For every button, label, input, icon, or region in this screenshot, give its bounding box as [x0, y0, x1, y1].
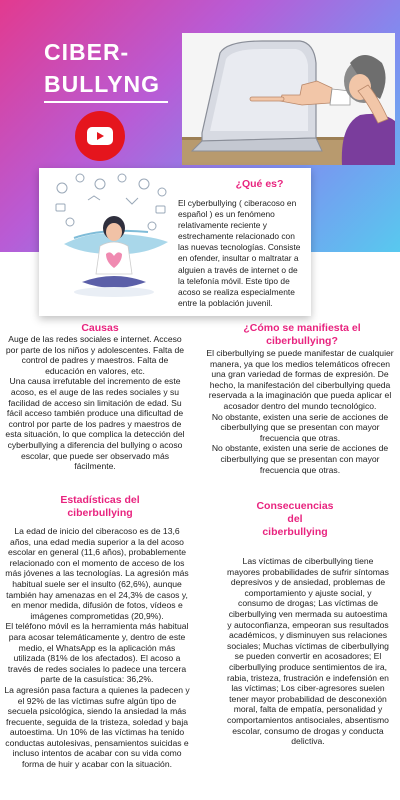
meditating-girl-illustration	[52, 170, 174, 300]
consecuencias-heading	[220, 500, 370, 539]
consecuencias-body: Las víctimas de ciberbullying tiene mayores probabilidades de sufrir síntomas depresivos y de ansiedad, problemas de comportamiento y ajuste social, y consumo de drogas; Las víctimas de ciberbullying ven mermada su autoestima y autoconfianza, empeoran sus resultados académicos, y disminuyen sus relaciones sociales; Muchas víctimas de ciberbullying se pueden convertir en acosadores; El ciberbullying produce sentimientos de ira, rabia, tristeza, frustración e indefensión en las víctimas; Los ciber-agresores suelen tener mayor probabilidad de desconexión moral, falta de empatía, personalidad y comportamientos antisociales, absentismo escolar, consumo de drogas y conducta delictiva.	[227, 556, 389, 747]
estadisticas-paragraph: La edad de inicio del ciberacoso es de 13,6 años, una edad media superior a la del acoso escolar en general (11,6 años), probablemente relacionado con el momento de acceso de los más jóvenes a las tecnologías. La agresión más habitual suele ser el insulto (62,6%), aunque también hay amenazas en el 24,3% de casos y, en menor medida, difusión de fotos, vídeos e imágenes comprometidas (20,9%).	[5, 526, 189, 621]
title-line-2: BULLYNG	[44, 71, 161, 97]
meditating-girl-icon	[52, 170, 174, 300]
causas-body	[2, 334, 188, 472]
estadisticas-heading	[10, 494, 190, 520]
causas-paragraph: Una causa irrefutable del incremento de este acoso, es el auge de las redes sociales y su facilidad de acceso sin limitación de edad. Su fácil acceso también produce una dificultad de control por parte de los padres y maestros de esta situación, lo que complica la detección del cyberbullying a diferencia del bullying o acoso escolar, que puede ser observado más fácilmente.	[5, 376, 185, 472]
cyberbullying-photo	[182, 33, 395, 165]
page-title	[44, 36, 169, 100]
estadisticas-body	[4, 526, 190, 770]
manifiesta-heading	[206, 322, 398, 348]
consecuencias-heading-line-2: del	[287, 513, 303, 525]
estadisticas-heading-line-2: ciberbullying	[67, 507, 133, 519]
crying-woman-computer-illustration	[182, 33, 395, 165]
title-underline	[44, 101, 168, 103]
title-line-1: CIBER-	[44, 39, 130, 65]
manifiesta-paragraph: El ciberbullying se puede manifestar de cualquier manera, ya que los medios telemáticos ofrecen una gran variedad de formas de expresión. De hecho, la manifestación del ciberbullying queda reservada a la imaginación que pueda aplicar el acosador dentro del mundo tecnológico.	[206, 348, 394, 411]
manifiesta-heading-line-2: ciberbullying?	[266, 335, 338, 347]
estadisticas-paragraph: La agresión pasa factura a quienes la padecen y el 92% de las víctimas sufre algún tipo de secuela psicológica, siendo la ansiedad la más frecuente, seguida de la tristeza, soledad y baja autoestima. Un 10% de las víctimas ha tenido conductas autolesivas, pensamientos suicidas e incluso intentos de acabar con su vida como forma de huir y acabar con la situación.	[4, 684, 190, 770]
youtube-rect	[87, 127, 113, 145]
manifiesta-body	[202, 348, 398, 475]
manifiesta-paragraph: No obstante, existen una serie de acciones de ciberbullying que se presentan con mayor frecuencia que otras.	[211, 443, 389, 475]
youtube-play-icon[interactable]	[75, 111, 125, 161]
estadisticas-paragraph: El teléfono móvil es la herramienta más habitual para acosar telemáticamente y, dentro de este medio, el WhatsApp es la aplicación más utilizada (81% de los afectados). El acoso a través de redes sociales lo padece una tercera parte de la casuística: 36,2%.	[5, 621, 189, 685]
causas-heading: Causas	[81, 322, 119, 334]
intro-heading: ¿Qué es?	[235, 178, 284, 190]
manifiesta-paragraph: No obstante, existen una serie de acciones de ciberbullying que se presentan con mayor frecuencia que otras.	[211, 411, 389, 443]
intro-text: El cyberbullying ( ciberacoso en español ) es un fenómeno relativamente reciente y estrechamente relacionado con las nuevas tecnologías. Consiste en ofender, insultar o maltratar a alguien a través de internet o de la telefonía móvil. Este tipo de acoso se realiza especialmente entre la población juvenil.	[178, 198, 301, 308]
manifiesta-heading-line-1: ¿Cómo se manifiesta el	[243, 322, 361, 334]
consecuencias-heading-line-1: Consecuencias	[256, 500, 334, 512]
play-triangle-icon	[97, 132, 104, 140]
causas-paragraph: Auge de las redes sociales e internet. Acceso por parte de los niños y adolescentes. Falta de control de padres y maestros. Falta de educación en valores, etc.	[5, 334, 185, 376]
consecuencias-heading-line-3: ciberbullying	[262, 526, 328, 538]
estadisticas-heading-line-1: Estadísticas del	[60, 494, 140, 506]
